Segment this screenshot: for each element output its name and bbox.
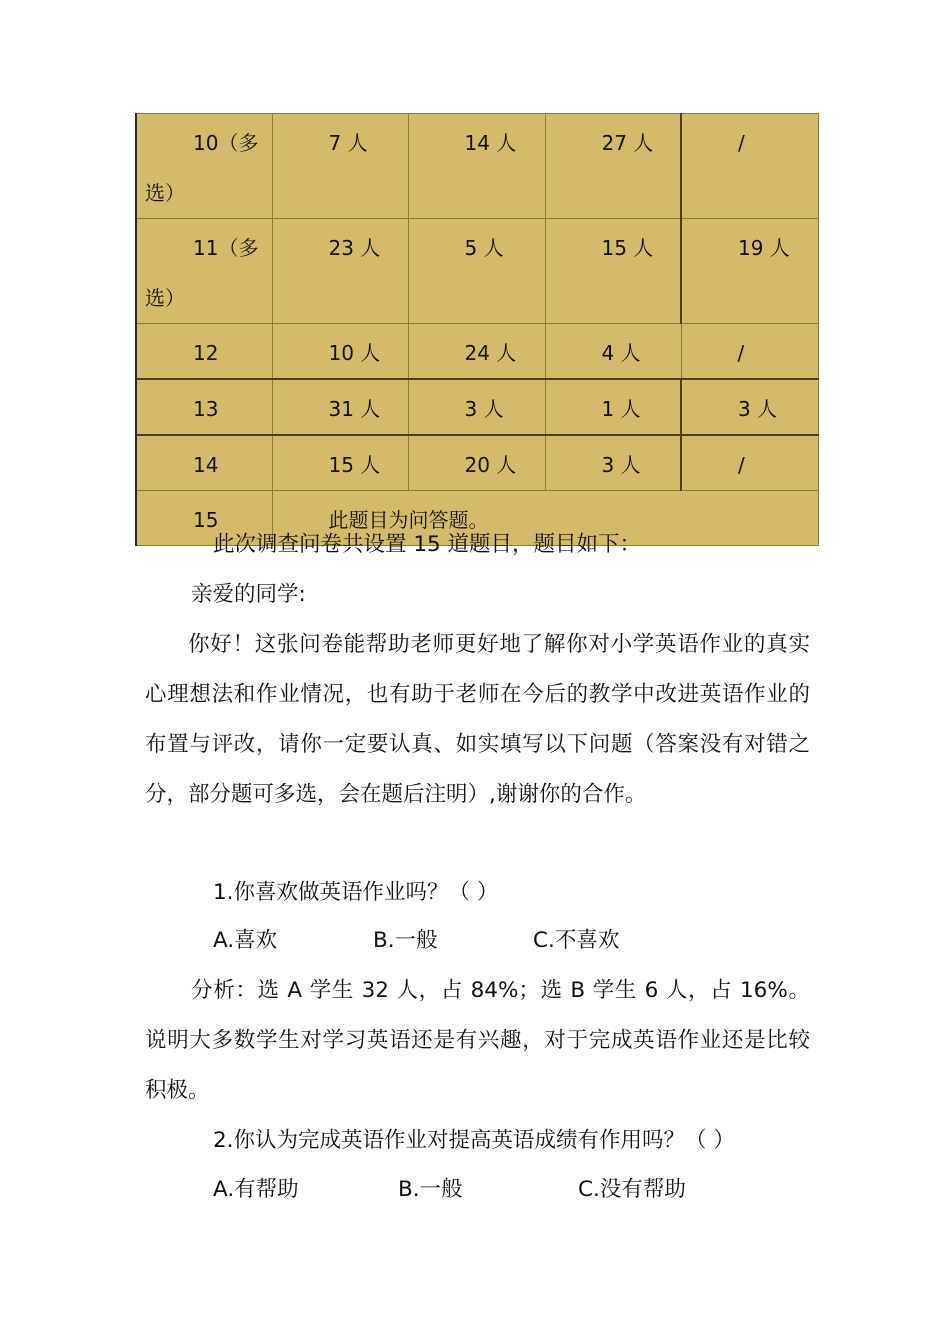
option-d-count: 3 人 xyxy=(681,379,818,435)
analysis-1: 分析：选 A 学生 32 人，占 84%；选 B 学生 6 人，占 16%。说明大多数学生对学习英语还是有兴趣，对于完成英语作业还是比较积极。 xyxy=(145,978,810,1103)
letter-body: 你好！这张问卷能帮助老师更好地了解你对小学英语作业的真实心理想法和作业情况，也有助于老师在今后的教学中改进英语作业的布置与评改，请你一定要认真、如实填写以下问题（答案没有对错之分，部分题可多选，会在题后注明）,谢谢你的合作。 xyxy=(145,632,810,807)
question-number-cell: 14 xyxy=(136,435,272,491)
option-c-count: 3 人 xyxy=(545,435,681,491)
question-number-cell: 15 xyxy=(136,491,272,546)
q1-option-b: B.一般 xyxy=(373,928,438,953)
table-row xyxy=(136,324,818,380)
q2-option-c: C.没有帮助 xyxy=(578,1177,686,1202)
survey-results-table xyxy=(135,113,819,546)
option-b-count: 14 人 xyxy=(408,114,545,219)
question-number-cell: 11（多 选） xyxy=(136,219,272,324)
option-a-count: 7 人 xyxy=(272,114,408,219)
question-2-options xyxy=(0,1165,950,1215)
question-number-cell: 10（多 选） xyxy=(136,114,272,219)
merged-answer-cell: 此题目为问答题。 xyxy=(272,491,818,546)
question-1: 1.你喜欢做英语作业吗？（ ） xyxy=(213,880,499,905)
question-number-cell: 12 xyxy=(136,324,272,380)
table-row xyxy=(136,219,818,324)
table-row xyxy=(136,379,818,435)
option-a-count: 23 人 xyxy=(272,219,408,324)
q1-option-a: A.喜欢 xyxy=(213,928,278,953)
option-b-count: 24 人 xyxy=(408,324,545,380)
option-a-count: 31 人 xyxy=(272,379,408,435)
greeting-text: 亲爱的同学: xyxy=(191,582,306,607)
table-row xyxy=(136,114,818,219)
option-c-count: 1 人 xyxy=(545,379,681,435)
option-c-count: 27 人 xyxy=(545,114,681,219)
q1-option-c: C.不喜欢 xyxy=(533,928,620,953)
question-1-options xyxy=(0,916,950,966)
table-row xyxy=(136,435,818,491)
intro-text: 此次调查问卷共设置 15 道题目，题目如下： xyxy=(213,532,642,557)
option-d-count: / xyxy=(681,435,818,491)
option-a-count: 15 人 xyxy=(272,435,408,491)
q2-option-b: B.一般 xyxy=(398,1177,463,1202)
option-d-count: / xyxy=(681,324,818,380)
option-d-count: 19 人 xyxy=(681,219,818,324)
q2-option-a: A.有帮助 xyxy=(213,1177,299,1202)
question-number-cell: 13 xyxy=(136,379,272,435)
option-b-count: 3 人 xyxy=(408,379,545,435)
option-b-count: 5 人 xyxy=(408,219,545,324)
option-b-count: 20 人 xyxy=(408,435,545,491)
option-d-count: / xyxy=(681,114,818,219)
question-2: 2.你认为完成英语作业对提高英语成绩有作用吗？（ ） xyxy=(213,1128,735,1153)
option-c-count: 4 人 xyxy=(545,324,681,380)
option-a-count: 10 人 xyxy=(272,324,408,380)
option-c-count: 15 人 xyxy=(545,219,681,324)
